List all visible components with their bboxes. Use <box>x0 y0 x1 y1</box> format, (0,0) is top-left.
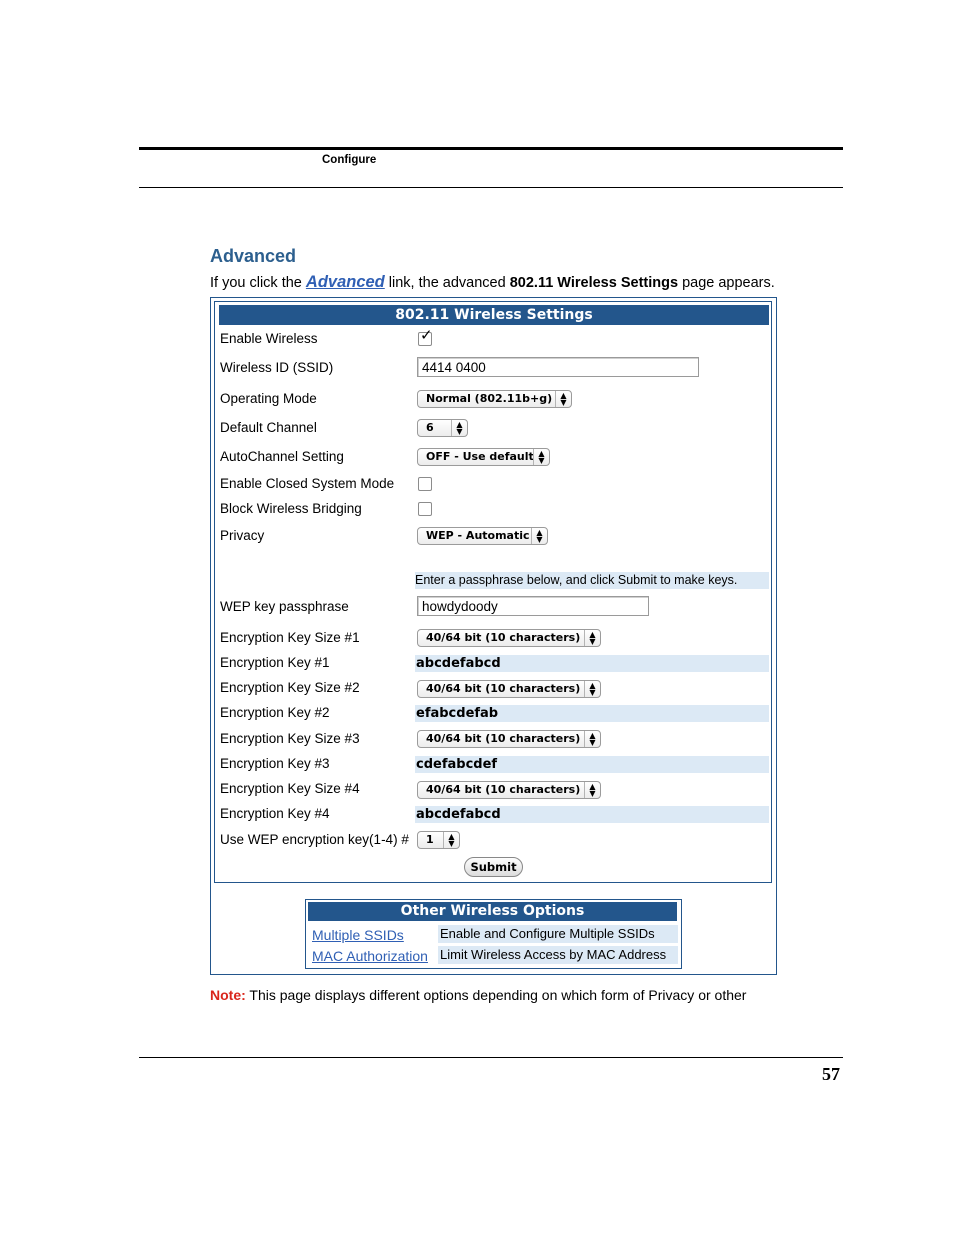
key-size-4-label: Encryption Key Size #4 <box>220 781 360 796</box>
key-1-value: abcdefabcd <box>415 655 769 672</box>
operating-mode-value: Normal (802.11b+g) <box>426 392 553 405</box>
passphrase-label: WEP key passphrase <box>220 599 349 614</box>
other-options-panel <box>305 899 682 969</box>
key-size-2-value: 40/64 bit (10 characters) <box>426 682 581 695</box>
running-head: Configure <box>322 154 377 166</box>
key-2-value: efabcdefab <box>415 705 769 722</box>
select-arrows-icon: ▲ ▼ <box>584 731 600 747</box>
privacy-value: WEP - Automatic <box>426 529 530 542</box>
privacy-select[interactable] <box>417 527 548 545</box>
note-text: This page displays different options depending on which form of Privacy or other <box>249 987 747 1003</box>
operating-mode-select[interactable] <box>417 390 572 408</box>
key-size-1-value: 40/64 bit (10 characters) <box>426 631 581 644</box>
select-arrows-icon: ▲ ▼ <box>531 528 547 544</box>
use-key-label: Use WEP encryption key(1-4) # <box>220 832 409 847</box>
page-number: 57 <box>822 1064 840 1084</box>
key-2-label: Encryption Key #2 <box>220 705 330 720</box>
note-label: Note: <box>210 987 246 1003</box>
screenshot-frame <box>210 297 777 975</box>
multiple-ssids-desc: Enable and Configure Multiple SSIDs <box>438 925 678 943</box>
note-paragraph <box>210 987 746 1003</box>
mac-authorization-link[interactable]: MAC Authorization <box>312 948 428 964</box>
use-key-select[interactable] <box>417 831 460 849</box>
enable-wireless-checkbox[interactable] <box>418 326 433 346</box>
header-rule <box>139 147 843 150</box>
block-bridging-label: Block Wireless Bridging <box>220 501 362 516</box>
key-size-3-label: Encryption Key Size #3 <box>220 731 360 746</box>
key-size-4-value: 40/64 bit (10 characters) <box>426 783 581 796</box>
autochannel-select[interactable] <box>417 448 550 466</box>
intro-bold: 802.11 Wireless Settings <box>509 275 679 291</box>
key-size-1-label: Encryption Key Size #1 <box>220 630 360 645</box>
passphrase-input[interactable]: howdydoody <box>417 596 649 616</box>
mac-authorization-desc: Limit Wireless Access by MAC Address <box>438 946 678 964</box>
select-arrows-icon: ▲ ▼ <box>443 832 459 848</box>
use-key-value: 1 <box>426 833 434 846</box>
select-arrows-icon: ▲ ▼ <box>533 449 549 465</box>
header-divider <box>139 187 843 188</box>
ssid-input[interactable]: 4414 0400 <box>417 357 699 377</box>
advanced-link[interactable]: Advanced <box>305 273 385 291</box>
passphrase-hint: Enter a passphrase below, and click Submit to make keys. <box>415 572 769 589</box>
key-4-label: Encryption Key #4 <box>220 806 330 821</box>
intro-text-3: page appears. <box>682 275 775 291</box>
key-size-3-select[interactable] <box>417 730 601 748</box>
intro-paragraph <box>210 273 775 292</box>
default-channel-label: Default Channel <box>220 420 317 435</box>
key-size-2-label: Encryption Key Size #2 <box>220 680 360 695</box>
key-size-4-select[interactable] <box>417 781 601 799</box>
key-3-value: cdefabcdef <box>415 756 769 773</box>
closed-system-label: Enable Closed System Mode <box>220 476 395 491</box>
key-4-value: abcdefabcd <box>415 806 769 823</box>
closed-system-checkbox[interactable] <box>418 477 432 491</box>
footer-rule <box>139 1057 843 1058</box>
other-options-title: Other Wireless Options <box>308 902 677 921</box>
default-channel-select[interactable] <box>417 419 468 437</box>
wireless-settings-panel <box>214 301 772 883</box>
key-size-3-value: 40/64 bit (10 characters) <box>426 732 581 745</box>
multiple-ssids-link[interactable]: Multiple SSIDs <box>312 927 404 943</box>
operating-mode-label: Operating Mode <box>220 391 317 406</box>
default-channel-value: 6 <box>426 421 434 434</box>
section-title: Advanced <box>210 246 297 266</box>
submit-button[interactable]: Submit <box>464 857 523 877</box>
select-arrows-icon: ▲ ▼ <box>584 782 600 798</box>
privacy-label: Privacy <box>220 528 265 543</box>
key-1-label: Encryption Key #1 <box>220 655 330 670</box>
autochannel-value: OFF - Use default <box>426 450 534 463</box>
key-3-label: Encryption Key #3 <box>220 756 330 771</box>
key-size-1-select[interactable] <box>417 629 601 647</box>
select-arrows-icon: ▲ ▼ <box>584 681 600 697</box>
enable-wireless-label: Enable Wireless <box>220 331 318 346</box>
block-bridging-checkbox[interactable] <box>418 502 432 516</box>
select-arrows-icon: ▲ ▼ <box>584 630 600 646</box>
select-arrows-icon: ▲ ▼ <box>555 391 571 407</box>
panel-title: 802.11 Wireless Settings <box>219 305 769 325</box>
autochannel-label: AutoChannel Setting <box>220 449 344 464</box>
ssid-label: Wireless ID (SSID) <box>220 360 334 375</box>
checkmark-icon: ✓ <box>420 326 433 344</box>
intro-text-1: If you click the <box>210 275 302 291</box>
key-size-2-select[interactable] <box>417 680 601 698</box>
select-arrows-icon: ▲ ▼ <box>451 420 467 436</box>
intro-text-2: link, the advanced <box>388 275 506 291</box>
